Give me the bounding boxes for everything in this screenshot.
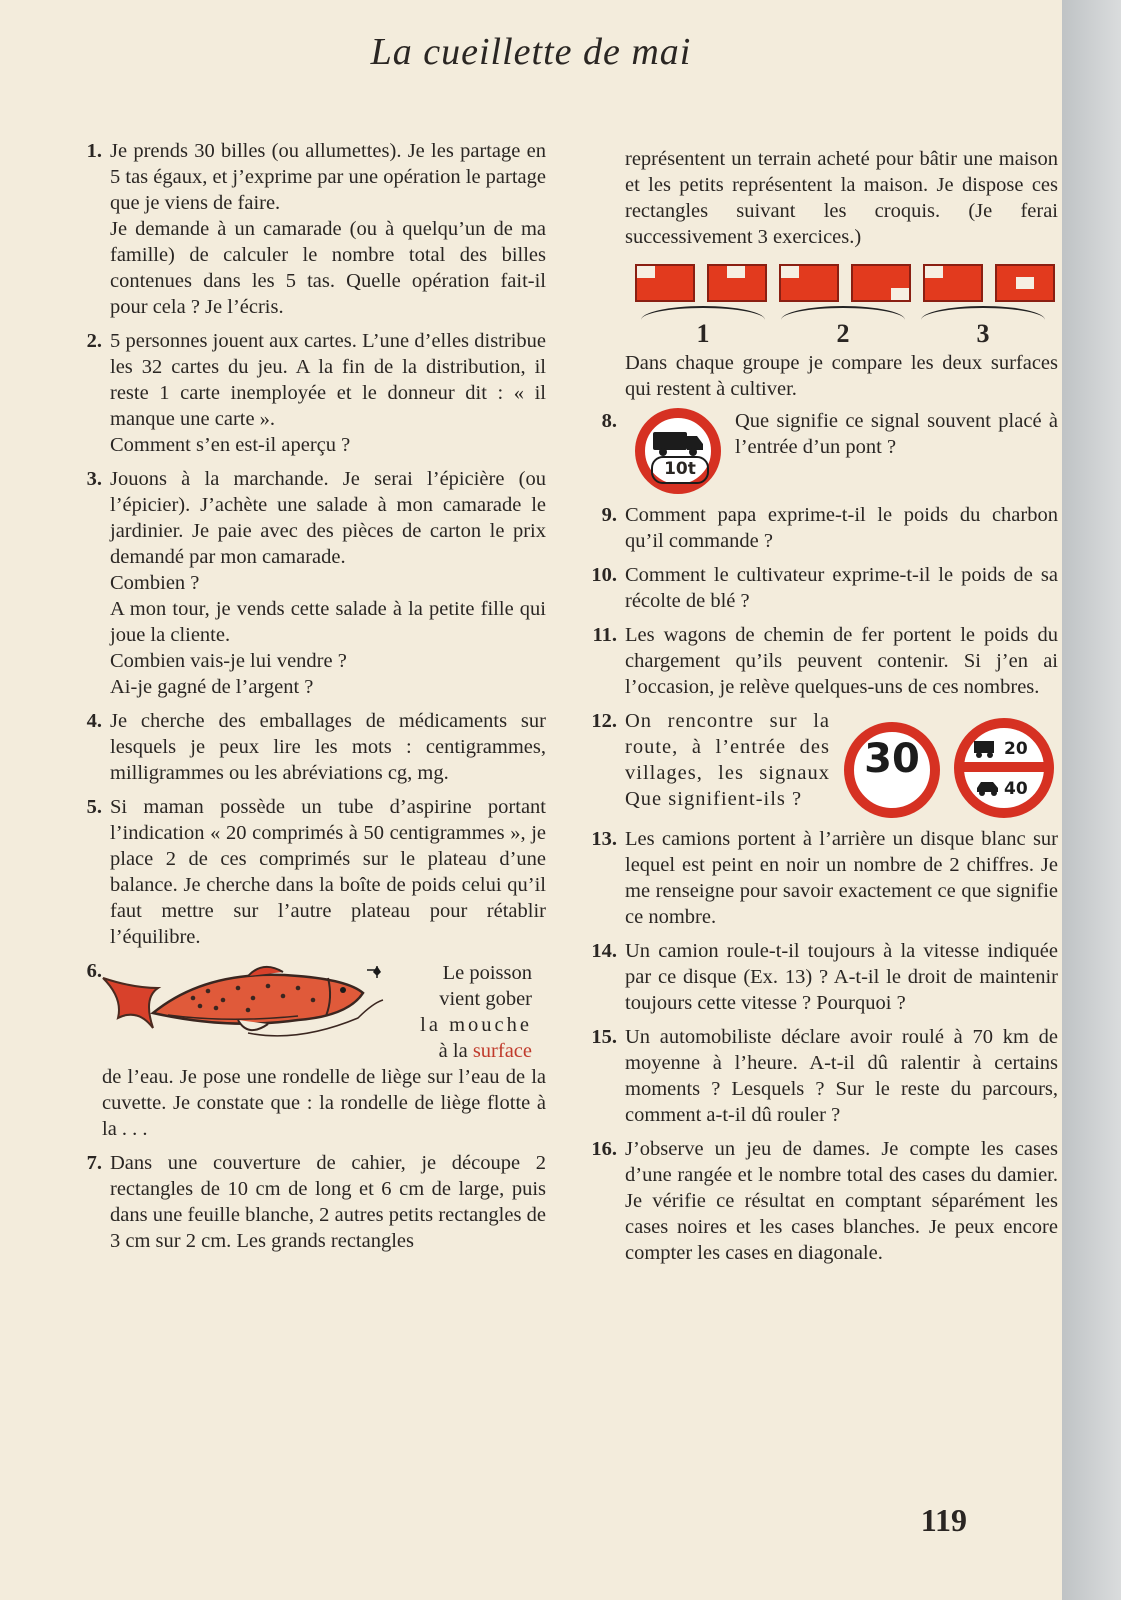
sign-divider [964, 762, 1044, 772]
exercise-text: de l’eau. Je pose une rondelle de liège sur l’eau de la cuvette. Je constate que : la rondelle de liège flotte à la . . . [102, 1066, 546, 1140]
exercise-text: Un automobiliste déclare avoir roulé à 70 km de moyenne à l’heure. A-t-il dû ralentir à certains moments ? Lesquels ? Sur le reste du parcours, comment a-t-il dû rouler ? [625, 1026, 1058, 1126]
exercise-number: 12. [591, 710, 617, 732]
exercise-text: Comment papa exprime-t-il le poids du charbon qu’il commande ? [625, 504, 1058, 552]
exercise-text: A mon tour, je vends cette salade à la petite fille qui joue la cliente. [110, 598, 546, 646]
exercise-text: Les wagons de chemin de fer portent le poids du chargement qu’ils peuvent contenir. Si j’en ai l’occasion, je relève quelques-uns de ces nombres. [625, 624, 1058, 698]
exercise-number: 15. [591, 1026, 617, 1048]
group-number: 3 [976, 319, 990, 348]
exercise-number: 1. [86, 140, 102, 162]
speed-limit-30-sign [844, 722, 940, 818]
exercise-number: 3. [86, 468, 102, 490]
group-label [633, 306, 773, 348]
exercise-11 [575, 622, 1058, 700]
rectangle-1a [635, 264, 695, 302]
exercise-text: Comment le cultivateur exprime-t-il le poids de sa récolte de blé ? [625, 564, 1058, 612]
exercise-text: Que signifie ce signal souvent placé à l’entrée d’un pont ? [735, 410, 1058, 458]
page-title: La cueillette de mai [370, 31, 692, 73]
car-icon [974, 778, 1002, 796]
exercise-number: 5. [86, 796, 102, 818]
trout-fish-illustration [98, 958, 388, 1058]
group-braces [633, 306, 1053, 348]
speed-limit-trucks-cars-sign [954, 718, 1054, 818]
exercise-14 [575, 938, 1058, 1016]
exercise-7-continued [575, 146, 1058, 402]
exercise-13 [575, 826, 1058, 930]
weight-limit-sign [635, 408, 721, 494]
exercise-text: à la [438, 1040, 468, 1062]
exercise-number: 11. [592, 624, 617, 646]
exercise-12 [575, 708, 1058, 818]
exercise-text: On rencontre sur la route, à l’entrée des villages, les signaux Que signifient-ils ? [625, 710, 830, 810]
exercise-number: 6. [86, 960, 102, 982]
exercise-text: Dans une couverture de cahier, je découpe 2 rectangles de 10 cm de long et 6 cm de large, puis dans une feuille blanche, 2 autres petits rectangles de 3 cm sur 2 cm. Les grands rectangles [110, 1152, 546, 1252]
exercise-number: 10. [591, 564, 617, 586]
exercise-text: Combien ? [110, 572, 200, 594]
car-speed-value: 40 [1004, 779, 1028, 799]
group-label [913, 306, 1053, 348]
exercise-3 [60, 466, 546, 700]
exercise-text: J’observe un jeu de dames. Je compte les cases d’une rangée et le nombre total des cases du damier. Je vérifie ce résultat en comptant séparément les cases noires et les cases blanches. Je peux encore compter les cases en diagonale. [625, 1138, 1058, 1264]
surface-word: surface [472, 1040, 532, 1062]
exercise-6 [60, 958, 546, 1142]
exercise-number: 13. [591, 828, 617, 850]
exercise-text: Les camions portent à l’arrière un disque blanc sur lequel est peint en noir un nombre de 2 chiffres. Je me renseigne pour savoir exactement ce que signifie ce nombre. [625, 828, 1058, 928]
rectangle-1b [707, 264, 767, 302]
exercise-5 [60, 794, 546, 950]
sign-weight-label: 10t [651, 456, 709, 484]
exercise-number: 8. [601, 410, 617, 432]
croquis-rectangles [635, 264, 1058, 302]
rectangle-2b [851, 264, 911, 302]
exercise-number: 7. [86, 1152, 102, 1174]
rectangle-3a [923, 264, 983, 302]
exercise-text [392, 1038, 532, 1064]
exercise-7 [60, 1150, 546, 1254]
exercise-15 [575, 1024, 1058, 1128]
exercise-text: Je cherche des emballages de médicaments sur lesquels je peux lire les mots : centigrammes, milligrammes ou les abréviations cg, mg. [110, 710, 546, 784]
exercise-text: vient gober [439, 988, 532, 1010]
exercise-1 [60, 138, 546, 320]
exercise-10 [575, 562, 1058, 614]
exercise-number: 14. [591, 940, 617, 962]
exercise-text: Jouons à la marchande. Je serai l’épicière (ou l’épicier). J’achète une salade à mon camarade le jardinier. Je paie avec des pièces de carton le prix demandé par mon camarade. [110, 468, 546, 568]
exercise-text: Combien vais-je lui vendre ? [110, 650, 347, 672]
truck-icon [972, 738, 1000, 758]
exercise-text: Le poisson [442, 962, 532, 984]
speed-limit-value: 30 [864, 736, 920, 782]
exercise-8 [575, 408, 1058, 494]
right-column [575, 146, 1058, 1274]
exercise-2 [60, 328, 546, 458]
rectangle-2a [779, 264, 839, 302]
exercise-number: 4. [86, 710, 102, 732]
left-column [60, 138, 546, 1262]
exercise-text: Comment s’en est-il aperçu ? [110, 434, 351, 456]
exercise-text: la mouche [420, 1014, 532, 1036]
rectangle-3b [995, 264, 1055, 302]
truck-speed-value: 20 [1004, 739, 1028, 759]
exercise-text: 5 personnes jouent aux cartes. L’une d’elles distribue les 32 cartes du jeu. A la fin de la distribution, il reste 1 carte inemployée et le donneur dit : « il manque une carte ». [110, 330, 546, 430]
exercise-9 [575, 502, 1058, 554]
exercise-text: Si maman possède un tube d’aspirine portant l’indication « 20 comprimés à 50 centigrammes », je place 2 de ces comprimés sur le plateau d’une balance. Je cherche dans la boîte de poids celui qu’il faut mettre sur l’autre plateau pour rétablir l’équilibre. [110, 796, 546, 948]
exercise-text: Un camion roule-t-il toujours à la vitesse indiquée par ce disque (Ex. 13) ? A-t-il le droit de maintenir toujours cette vitesse ? Pourquoi ? [625, 940, 1058, 1014]
exercise-16 [575, 1136, 1058, 1266]
group-number: 1 [696, 319, 710, 348]
exercise-text: Je demande à un camarade (ou à quelqu’un de ma famille) de calculer le nombre total des billes contenues dans les 5 tas. Quelle opération fait-il pour cela ? Je l’écris. [110, 218, 546, 318]
exercise-text: Je prends 30 billes (ou allumettes). Je les partage en 5 tas égaux, et j’exprime par une opération le partage que je viens de faire. [110, 140, 547, 214]
exercise-text: Ai-je gagné de l’argent ? [110, 676, 314, 698]
exercise-number: 9. [601, 504, 617, 526]
exercise-text: représentent un terrain acheté pour bâtir une maison et les petits représentent la maison. Je dispose ces rectangles suivant les croquis. (Je ferai successivement 3 exercices.) [625, 148, 1058, 248]
exercise-text: Dans chaque groupe je compare les deux surfaces qui restent à cultiver. [625, 352, 1058, 400]
exercise-number: 2. [86, 330, 102, 352]
group-label [773, 306, 913, 348]
group-number: 2 [836, 319, 850, 348]
exercise-4 [60, 708, 546, 786]
page-number: 119 [920, 1502, 967, 1538]
exercise-number: 16. [591, 1138, 617, 1160]
scan-background-edge [1062, 0, 1121, 1600]
